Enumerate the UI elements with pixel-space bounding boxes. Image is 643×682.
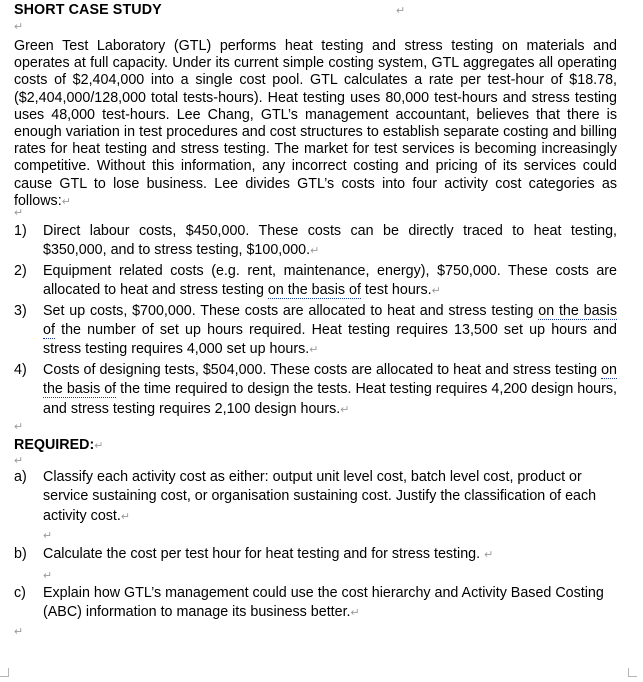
paragraph-mark: ↵ (310, 245, 320, 258)
question-letter: b) (14, 546, 27, 562)
paragraph-mark: ↵ (14, 455, 24, 467)
question-letter: a) (14, 469, 27, 485)
list-item: 3) Set up costs, $700,000. These costs are allocated to heat and stress testing on the basis of the number of set up hours required. Heat testing requires 13,500 set up hours and stress testing requires 4,000 set up hours.↵ (14, 302, 617, 358)
paragraph-mark: ↵ (484, 549, 494, 561)
question-a: a) Classify each activity cost as either: output unit level cost, batch level cost, product or service sustaining cost, or organisation sustaining cost. Justify the classification of each activity cost.↵ (14, 469, 597, 524)
paragraph-mark: ↵ (14, 21, 24, 33)
paragraph-mark: ↵ (14, 421, 24, 433)
paragraph-mark: ↵ (61, 195, 71, 208)
question-b: b) Calculate the cost per test hour for heat testing and for stress testing. ↵ (14, 545, 617, 565)
paragraph-mark: ↵ (43, 530, 53, 542)
paragraph-mark: ↵ (340, 403, 350, 416)
paragraph-mark: ↵ (431, 285, 441, 298)
paragraph-mark: ↵ (120, 510, 131, 523)
page-margin-corner-right (628, 668, 637, 677)
question-c: c) Explain how GTL’s management could use the cost hierarchy and Activity Based Costing (ABC) information to manage its business better.↵ (14, 585, 604, 621)
list-number: 3) (14, 302, 27, 319)
list-number: 2) (14, 262, 27, 279)
paragraph-mark: ↵ (94, 440, 104, 452)
grammar-flag[interactable]: on the basis of (43, 361, 617, 398)
paragraph-mark: ↵ (14, 207, 24, 219)
list-number: 1) (14, 223, 27, 239)
question-letter: c) (14, 585, 26, 601)
required-heading: REQUIRED:↵ (14, 437, 104, 453)
paragraph-mark: ↵ (43, 570, 53, 582)
paragraph-mark: ↵ (14, 626, 24, 638)
list-item: 4) Costs of designing tests, $504,000. These costs are allocated to heat and stress testing on the basis of the time required to design the tests. Heat testing requires 4,200 design hours, and stress testing requires 2,100 design hours.↵ (14, 361, 618, 417)
list-item: 1) Direct labour costs, $450,000. These costs can be directly traced to heat testing, $350,000, and to stress testing, $100,000.↵ (14, 223, 617, 259)
intro-paragraph: Green Test Laboratory (GTL) performs heat testing and stress testing on materials and operates at full capacity. Under its current simple costing system, GTL aggregates all operating costs of $2,404,000 into a single cost pool. GTL calculates a rate per test-hour of $18.78, ($2,404,000/128,000 total tests-hours). Heat testing uses 80,000 test-hours and stress testing uses 48,000 test-hours. Lee Chang, GTL’s management accountant, believes that there is enough variation in test procedures and cost structures to establish separate costing and billing rates for heat testing and stress testing. The market for test services is becoming increasingly competitive. Without this information, any incorrect costing and pricing of its services could cause GTL to lose business. Lee divides GTL’s costs into four activity cost categories as follows:↵ (14, 38, 617, 209)
page-margin-corner-left (0, 668, 9, 677)
paragraph-mark: ↵ (396, 5, 406, 17)
grammar-flag[interactable]: on the basis of (267, 282, 361, 299)
list-number: 4) (14, 361, 27, 378)
grammar-flag[interactable]: on the basis of (43, 302, 617, 339)
paragraph-mark: ↵ (309, 344, 319, 357)
list-item: 2) Equipment related costs (e.g. rent, maintenance, energy), $750,000. These costs are allocated to heat and stress testing on the basis of test hours.↵ (14, 262, 617, 299)
case-study-title: SHORT CASE STUDY (14, 2, 162, 18)
paragraph-mark: ↵ (350, 607, 360, 620)
cost-categories-list (14, 222, 617, 420)
